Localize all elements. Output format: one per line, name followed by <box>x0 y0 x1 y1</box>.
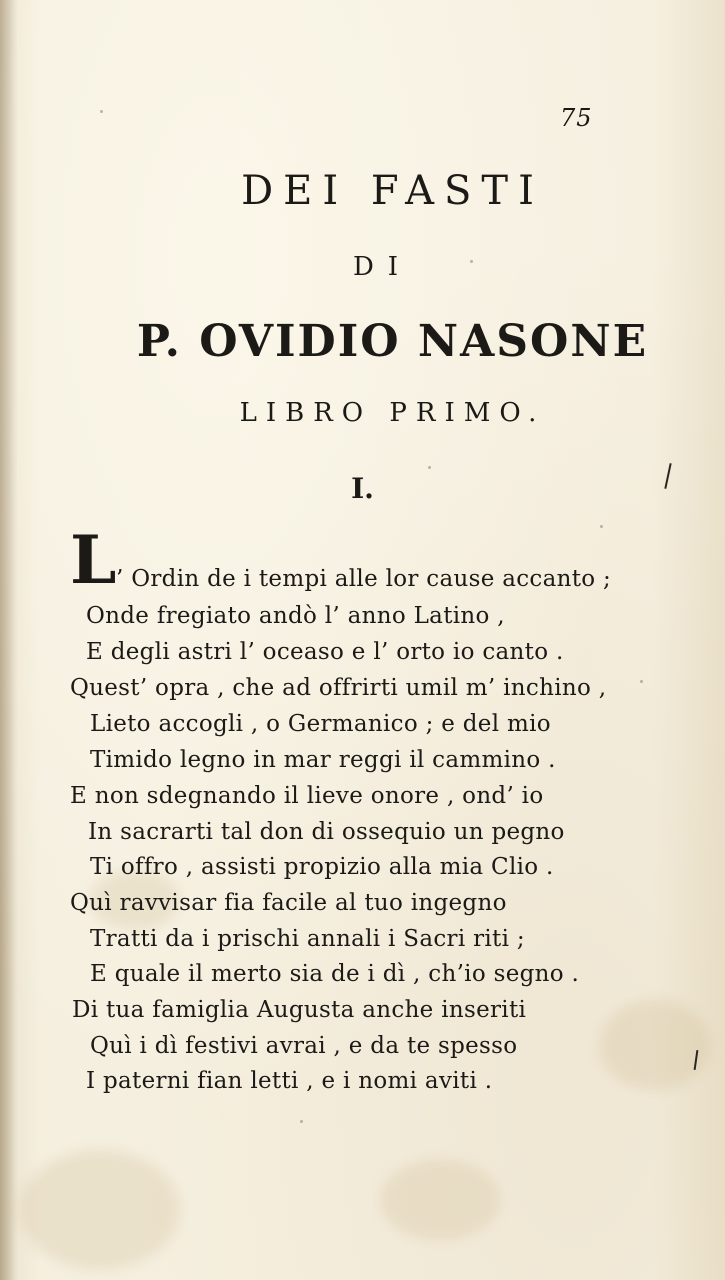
title-dei-fasti: DEI FASTI <box>241 168 544 214</box>
verse-line: I paterni fian letti , e i nomi aviti . <box>86 1068 493 1094</box>
verse-line: Tratti da i prischi annali i Sacri riti ; <box>90 926 525 952</box>
verse-line: Quest’ opra , che ad offrirti umil m’ inchino , <box>70 675 607 701</box>
verse-line: Di tua famiglia Augusta anche inseriti <box>72 997 527 1023</box>
foxing-stain <box>600 1000 710 1090</box>
verse-line: Quì i dì festivi avrai , e da te spesso <box>90 1033 518 1059</box>
verse-line: E quale il merto sia de i dì , ch’io segno . <box>90 961 580 987</box>
verse-line: Onde fregiato andò l’ anno Latino , <box>86 603 505 629</box>
verse-line: Ti offro , assisti propizio alla mia Clio . <box>90 854 554 880</box>
page-number: 75 <box>560 104 593 132</box>
title-author: P. OVIDIO NASONE <box>136 316 649 367</box>
section-number: I. <box>351 472 374 505</box>
foxing-stain <box>20 1150 180 1270</box>
foxing-stain <box>380 1160 500 1240</box>
drop-cap: L <box>70 521 117 599</box>
verse-line: E non sdegnando il lieve onore , ond’ io <box>70 783 544 809</box>
verse-line: E degli astri l’ oceaso e l’ orto io canto . <box>86 639 564 665</box>
verse-line: ’ Ordin de i tempi alle lor cause accanto ; <box>116 566 612 592</box>
verse-line: Timido legno in mar reggi il cammino . <box>90 747 556 773</box>
title-book: LIBRO PRIMO. <box>239 398 546 428</box>
verse-line: Quì ravvisar fia facile al tuo ingegno <box>70 890 507 916</box>
verse-line: In sacrarti tal don di ossequio un pegno <box>88 819 565 845</box>
title-di: DI <box>352 252 413 282</box>
verse-line: Lieto accogli , o Germanico ; e del mio <box>90 711 551 737</box>
